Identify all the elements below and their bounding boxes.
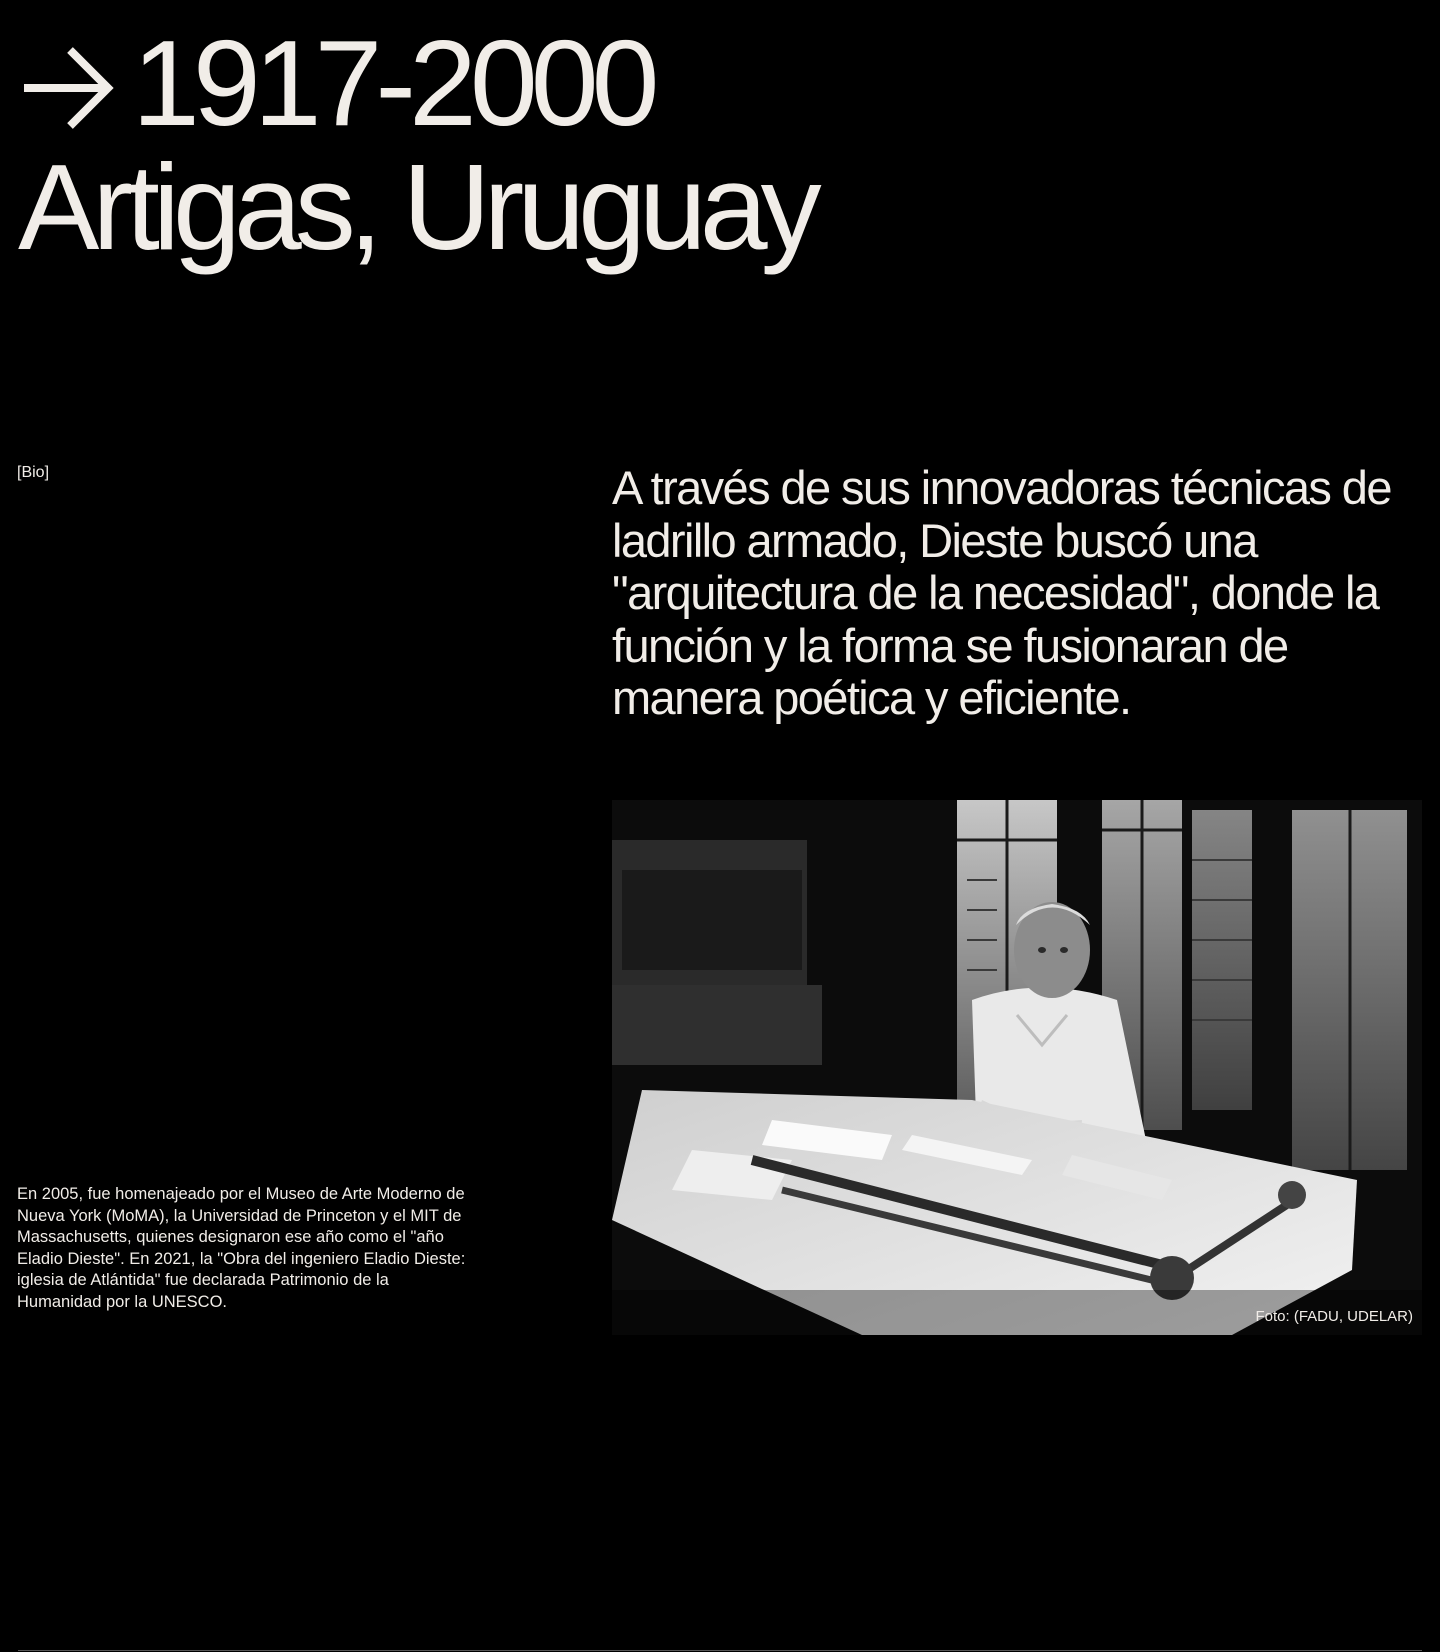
bio-lead-paragraph: A través de sus innovadoras técnicas de ladrillo armado, Dieste buscó una "arquitectura de la necesidad", donde la función y la forma se fusionaran de manera poética y eficiente. bbox=[612, 461, 1391, 724]
portrait-photo-image bbox=[612, 800, 1422, 1335]
photo-credit: Foto: (FADU, UDELAR) bbox=[1255, 1308, 1413, 1325]
bottom-divider bbox=[18, 1650, 1422, 1651]
hero-years-line bbox=[18, 15, 815, 151]
hero-place: Artigas, Uruguay bbox=[18, 139, 815, 275]
hero-years: 1917-2000 bbox=[132, 15, 653, 151]
hero-heading bbox=[18, 15, 815, 275]
bio-body-text: En 2005, fue homenajeado por el Museo de Arte Moderno de Nueva York (MoMA), la Universidad de Princeton y el MIT de Massachusetts, quienes designaron ese año como el "año Eladio Dieste". En 2021, la "Obra del ingeniero Eladio Dieste: iglesia de Atlántida" fue declarada Patrimonio de la Humanidad por la UNESCO. bbox=[17, 1185, 466, 1311]
arrow-right-icon bbox=[18, 22, 118, 146]
portrait-photo bbox=[612, 800, 1422, 1335]
bio-section-label: [Bio] bbox=[17, 464, 50, 481]
hero-place-line bbox=[18, 139, 815, 275]
